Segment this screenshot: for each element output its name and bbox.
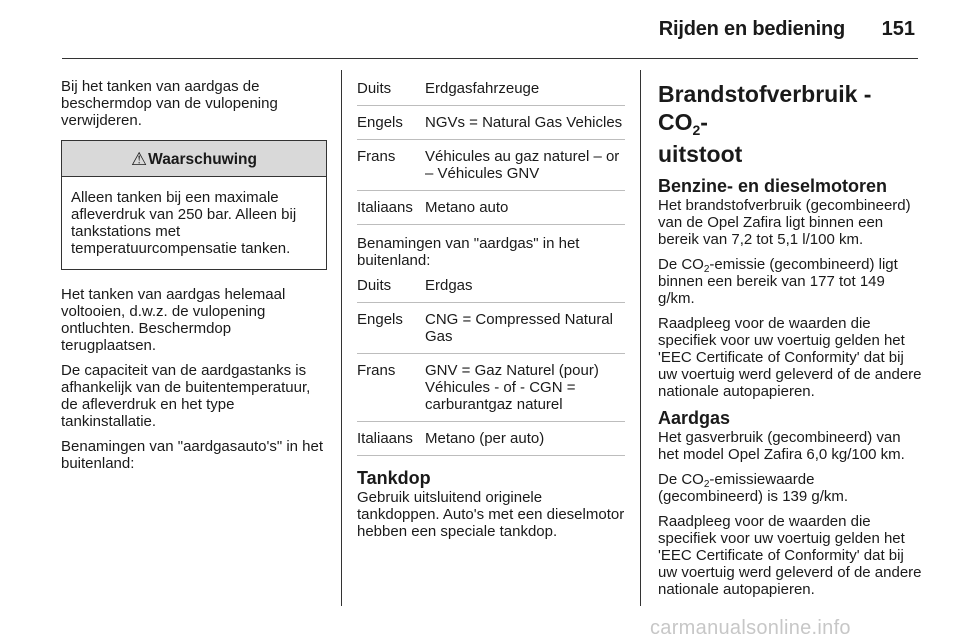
term-cell: Véhicules au gaz naturel – or – Véhicules GNV bbox=[425, 140, 625, 191]
watermark: carmanualsonline.info bbox=[650, 617, 851, 639]
column-left bbox=[61, 78, 327, 480]
term-cell: GNV = Gaz Naturel (pour) Véhicules - of - CGN = carburantgaz naturel bbox=[425, 354, 625, 422]
language-cell: Frans bbox=[357, 140, 425, 191]
term-cell: CNG = Compressed Natural Gas bbox=[425, 303, 625, 354]
warning-box bbox=[61, 140, 327, 270]
language-cell: Engels bbox=[357, 106, 425, 140]
table-row bbox=[357, 422, 625, 456]
language-cell: Italiaans bbox=[357, 191, 425, 225]
header-rule bbox=[62, 58, 918, 59]
table-row bbox=[357, 277, 625, 303]
paragraph: De capaciteit van de aardgastanks is afhankelijk van de buitentemperatuur, de afleverdruk en het type tankinstallatie. bbox=[61, 362, 311, 430]
paragraph: Raadpleeg voor de waarden die specifiek voor uw voertuig gelden het 'EEC Certificate of Conformity' dat bij uw voertuig werd geleverd of de andere nationale autopapieren. bbox=[658, 315, 922, 400]
paragraph: Benamingen van "aardgasauto's" in het buitenland: bbox=[61, 438, 324, 472]
table-row bbox=[357, 354, 625, 422]
paragraph: Het gasverbruik (gecombineerd) van het model Opel Zafira 6,0 kg/100 km. bbox=[658, 429, 905, 463]
language-cell: Frans bbox=[357, 354, 425, 422]
table-row bbox=[357, 140, 625, 191]
paragraph: Raadpleeg voor de waarden die specifiek voor uw voertuig gelden het 'EEC Certificate of Conformity' dat bij uw voertuig werd geleverd of de andere nationale autopapieren. bbox=[658, 513, 922, 598]
table-row bbox=[357, 191, 625, 225]
page-number: 151 bbox=[881, 18, 915, 40]
term-cell: Erdgasfahrzeuge bbox=[425, 80, 625, 106]
running-header: Rijden en bediening bbox=[658, 18, 845, 40]
paragraph: Gebruik uitsluitend originele tankdoppen. Auto's met een dieselmotor hebben een speciale tankdop. bbox=[357, 489, 625, 540]
term-cell: Metano auto bbox=[425, 191, 625, 225]
language-cell: Italiaans bbox=[357, 422, 425, 456]
table-row bbox=[357, 80, 625, 106]
warning-text: Alleen tanken bij een maximale afleverdruk van 250 bar. Alleen bij tankstations met temperatuurcompensatie tanken. bbox=[71, 189, 297, 257]
language-cell: Duits bbox=[357, 80, 425, 106]
column-divider bbox=[640, 70, 641, 606]
paragraph: Het brandstofverbruik (gecombineerd) van de Opel Zafira ligt binnen een bereik van 7,2 tot 5,1 l/100 km. bbox=[658, 197, 911, 248]
paragraph: Bij het tanken van aardgas de beschermdop van de vulopening verwijderen. bbox=[61, 78, 278, 129]
section-heading: Tankdop bbox=[357, 468, 431, 488]
table-row bbox=[357, 106, 625, 140]
term-cell: Erdgas bbox=[425, 277, 625, 303]
warning-title: Waarschuwing bbox=[148, 151, 257, 168]
paragraph: De $CO_2$-emissie (gecombineerd) ligt binnen een bereik van 177 tot 149 g/km. bbox=[658, 256, 898, 307]
page-title: Brandstofverbruik - $CO_2-$ uitstoot bbox=[658, 81, 872, 167]
section-heading: Benzine- en dieselmotoren bbox=[658, 176, 888, 196]
term-cell: Metano (per auto) bbox=[425, 422, 625, 456]
column-middle bbox=[357, 80, 625, 548]
warning-triangle-icon: ⚠ bbox=[131, 149, 148, 169]
table-row bbox=[357, 303, 625, 354]
language-cell: Engels bbox=[357, 303, 425, 354]
column-divider bbox=[341, 70, 342, 606]
warning-header bbox=[62, 141, 326, 177]
gas-names-table bbox=[357, 277, 625, 456]
vehicle-names-table bbox=[357, 80, 625, 225]
column-right bbox=[658, 80, 922, 606]
paragraph: Het tanken van aardgas helemaal voltooien, d.w.z. de vulopening ontluchten. Beschermdop terugplaatsen. bbox=[61, 286, 286, 354]
term-cell: NGVs = Natural Gas Vehicles bbox=[425, 106, 625, 140]
paragraph: Benamingen van "aardgas" in het buitenland: bbox=[357, 235, 580, 269]
section-heading: Aardgas bbox=[658, 408, 731, 428]
paragraph: De $CO_2$-emissiewaarde (gecombineerd) is 139 g/km. bbox=[658, 471, 849, 505]
language-cell: Duits bbox=[357, 277, 425, 303]
